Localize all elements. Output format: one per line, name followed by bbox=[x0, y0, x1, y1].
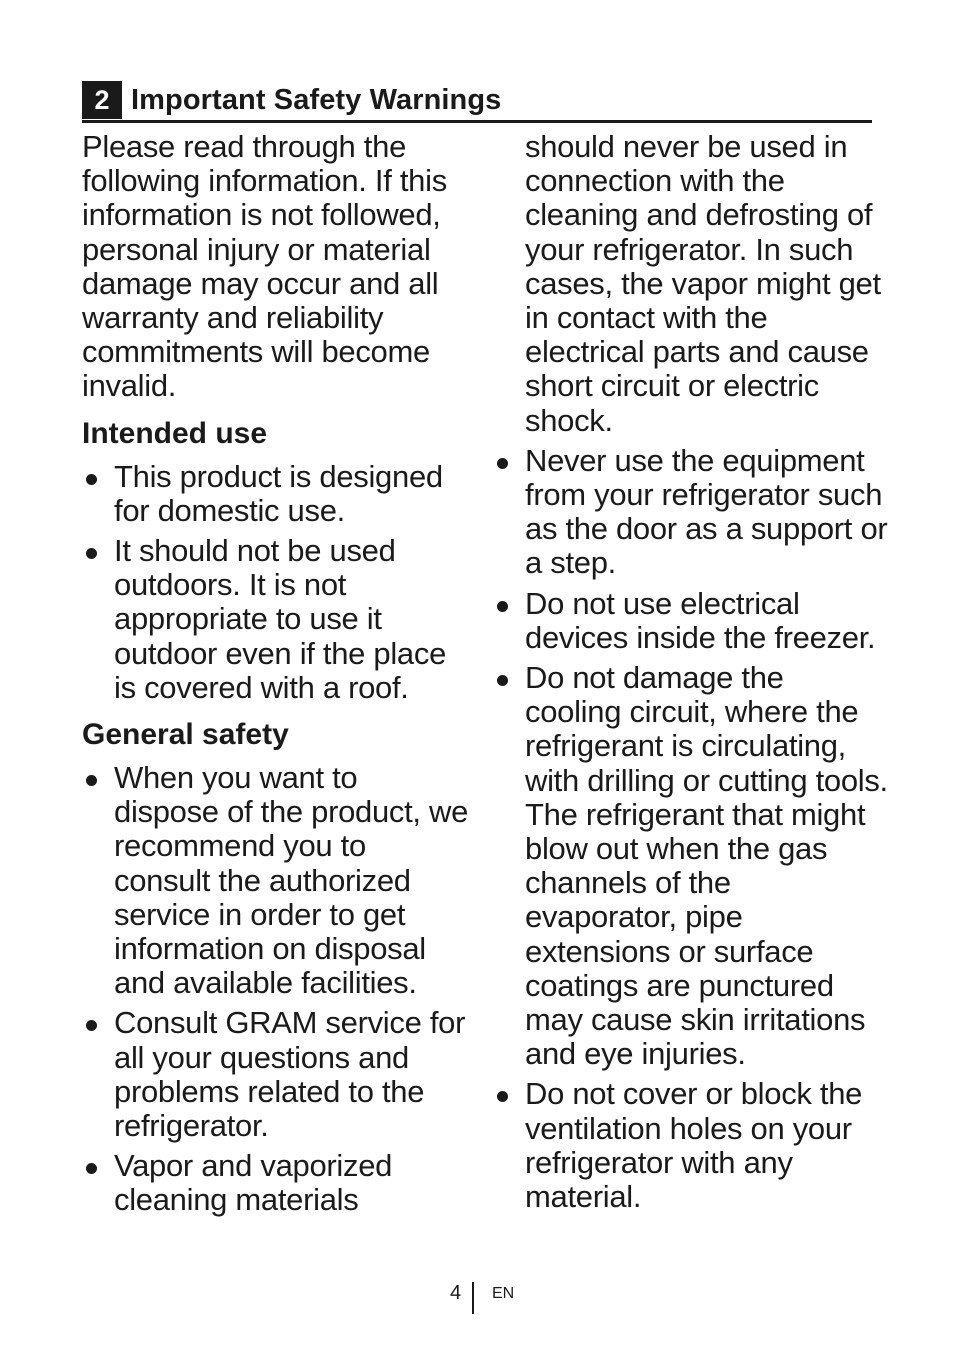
left-column bbox=[82, 130, 470, 1224]
intended-use-heading: Intended use bbox=[82, 416, 268, 450]
list-item: Never use the equipment from your refrigerator such as the door as a support or a step. bbox=[493, 444, 888, 581]
list-item: Vapor and vaporized cleaning materials bbox=[82, 1149, 470, 1217]
general-safety-heading: General safety bbox=[82, 718, 289, 752]
right-column bbox=[493, 130, 888, 1220]
intro-paragraph: Please read through the following information. If this information is not followed, personal injury or material damage may occur and all warranty and reliability commitments will become invalid. bbox=[82, 129, 447, 404]
continued-item-text: should never be used in connection with the cleaning and defrosting of your refrigerator. In such cases, the vapor might get in contact with the electrical parts and cause short circuit or electric shock. bbox=[525, 129, 881, 438]
general-safety-list-continued bbox=[493, 444, 888, 1214]
section-header bbox=[82, 81, 872, 123]
footer-divider bbox=[472, 1282, 474, 1314]
list-item: It should not be used outdoors. It is not appropriate to use it outdoor even if the place is covered with a roof. bbox=[82, 534, 470, 705]
page-number: 4 bbox=[450, 1282, 462, 1304]
page-footer bbox=[0, 1280, 954, 1316]
general-safety-list bbox=[82, 761, 470, 1218]
list-item: When you want to dispose of the product, we recommend you to consult the authorized service in order to get information on disposal and available facilities. bbox=[82, 761, 470, 1000]
list-item: Do not use electrical devices inside the freezer. bbox=[493, 587, 888, 655]
list-item: Do not cover or block the ventilation holes on your refrigerator with any material. bbox=[493, 1077, 888, 1214]
list-item: Do not damage the cooling circuit, where the refrigerant is circulating, with drilling or cutting tools. The refrigerant that might blow out when the gas channels of the evaporator, pipe extensions or surface coatings are punctured may cause skin irritations and eye injuries. bbox=[493, 661, 888, 1071]
intended-use-list bbox=[82, 460, 470, 705]
section-title: Important Safety Warnings bbox=[131, 84, 502, 116]
language-code: EN bbox=[492, 1285, 515, 1302]
section-number: 2 bbox=[82, 81, 122, 119]
list-item: This product is designed for domestic use. bbox=[82, 460, 470, 528]
list-item: Consult GRAM service for all your questions and problems related to the refrigerator. bbox=[82, 1006, 470, 1143]
